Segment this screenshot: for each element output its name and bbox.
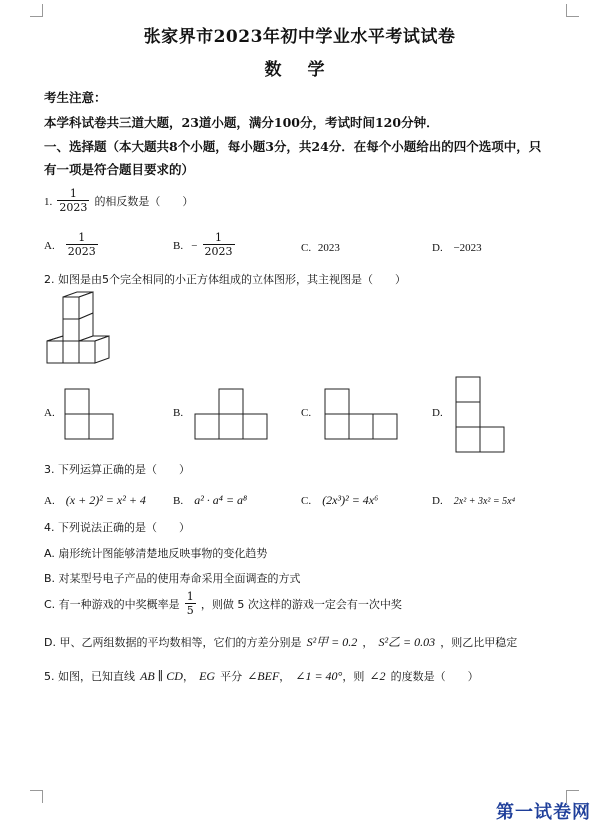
question-1-stem: 1. $\frac{1}{2023}$ 的相反数是（ ） bbox=[44, 187, 194, 214]
crop-mark-top-left bbox=[30, 4, 43, 17]
question-3-stem: 3. 下列运算正确的是（ ） bbox=[44, 463, 190, 476]
notice-label: 考生注意： bbox=[44, 90, 107, 105]
section-heading-line2: 有一项是符合题目要求的） bbox=[44, 162, 195, 177]
question-4-stem: 4. 下列说法正确的是（ ） bbox=[44, 521, 190, 534]
question-2-cube-figure bbox=[42, 290, 122, 372]
question-3-option-d: D. 2x² + 3x² = 5x⁴ bbox=[432, 495, 516, 507]
question-2-option-a-label: A. bbox=[44, 407, 55, 419]
exam-title: 张家界市2023年初中学业水平考试试卷 bbox=[143, 27, 456, 47]
question-1-number: 1. bbox=[44, 196, 53, 208]
question-2-option-d-label: D. bbox=[432, 407, 443, 419]
question-1-option-d: D. −2023 bbox=[432, 242, 482, 254]
question-2-option-a-view bbox=[64, 388, 116, 440]
question-1-option-b: B. − $\frac{1}{2023}$ bbox=[173, 231, 233, 258]
question-3-option-a: A. (x + 2)² = x² + 4 bbox=[44, 493, 146, 507]
question-1-option-a: A. $\frac{1}{2023}$ bbox=[44, 231, 96, 258]
question-3-option-c: C. (2x³)² = 4x⁶ bbox=[301, 493, 379, 507]
question-4-option-a: A. 扇形统计图能够清楚地反映事物的变化趋势 bbox=[44, 547, 268, 560]
crop-mark-bottom-left bbox=[30, 790, 43, 803]
question-2-option-c-view bbox=[324, 388, 402, 440]
question-2-option-b-view bbox=[194, 388, 272, 440]
question-1-option-c: C. 2023 bbox=[301, 242, 340, 254]
exam-subject: 数 学 bbox=[264, 60, 335, 80]
site-watermark-logo: 第一试卷网 bbox=[496, 802, 591, 823]
section-heading-line1: 一、选择题（本大题共8个小题，每小题3分，共24分．在每个小题给出的四个选项中，只 bbox=[44, 139, 542, 154]
question-5-stem: 5. 如图，已知直线 AB ∥ CD， EG 平分 ∠BEF， ∠1 = 40°，则 ∠2 的度数是（ ） bbox=[44, 669, 479, 683]
question-2-stem: 2. 如图是由5个完全相同的小正方体组成的立体图形，其主视图是（ ） bbox=[44, 273, 406, 286]
question-4-option-d: D. 甲、乙两组数据的平均数相等，它们的方差分别是 S²甲 = 0.2 ， S²乙 = 0.03 ，则乙比甲稳定 bbox=[44, 635, 518, 649]
question-2-option-d-view bbox=[455, 376, 507, 454]
question-4-option-b: B. 对某型号电子产品的使用寿命采用全面调查的方式 bbox=[44, 572, 301, 585]
question-2-option-b-label: B. bbox=[173, 407, 184, 419]
notice-line: 本学科试卷共三道大题，23道小题，满分100分，考试时间120分钟． bbox=[44, 115, 439, 130]
crop-mark-top-right bbox=[566, 4, 579, 17]
question-2-option-c-label: C. bbox=[301, 407, 312, 419]
question-4-option-c: C. 有一种游戏的中奖概率是 $\frac{1}{5}$ ，则做 5 次这样的游戏一定会有一次中奖 bbox=[44, 590, 402, 617]
question-1-fraction: $\frac{1}{2023}$ bbox=[59, 187, 88, 214]
question-3-option-b: B. a² · a⁴ = a⁸ bbox=[173, 493, 248, 507]
